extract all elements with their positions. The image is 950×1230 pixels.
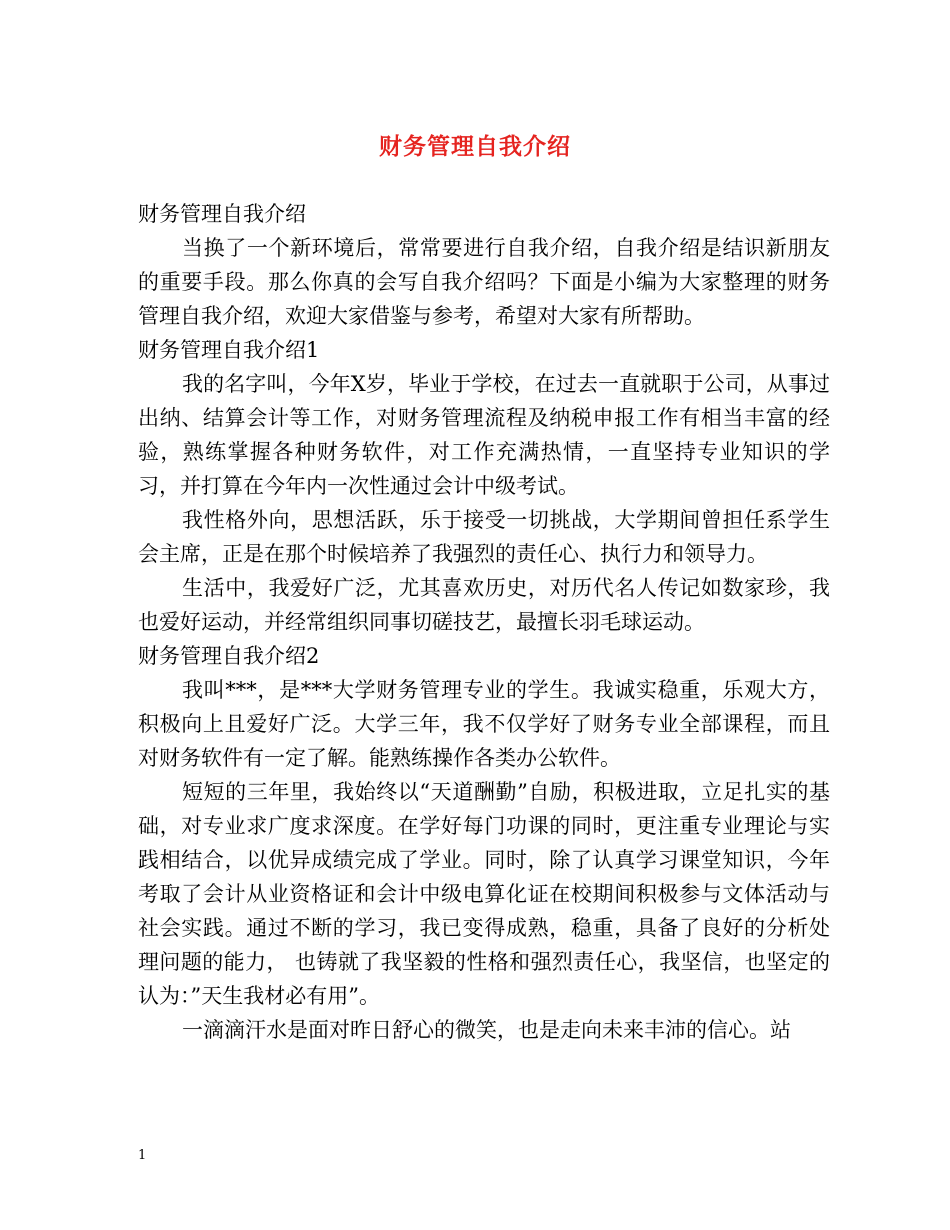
paragraph: 我的名字叫，今年X岁，毕业于学校，在过去一直就职于公司，从事过出纳、结算会计等工作，对财务管理流程及纳税申报工作有相当丰富的经验，熟练掌握各种财务软件，对工作充满热情，一直坚持专业知识的学习，并打算在今年内一次性通过会计中级考试。 — [138, 372, 830, 498]
page-number: 1 — [138, 1148, 147, 1163]
paragraph: 当换了一个新环境后，常常要进行自我介绍，自我介绍是结识新朋友的重要手段。那么你真的会写自我介绍吗？下面是小编为大家整理的财务管理自我介绍，欢迎大家借鉴与参考，希望对大家有所帮助。 — [138, 236, 830, 328]
section-heading: 财务管理自我介绍1 — [138, 338, 320, 362]
paragraph: 短短的三年里，我始终以“天道酬勤”自励，积极进取，立足扎实的基础，对专业求广度求深度。在学好每门功课的同时，更注重专业理论与实践相结合，以优异成绩完成了学业。同时，除了认真学习课堂知识，今年考取了会计从业资格证和会计中级电算化证在校期间积极参与文体活动与社会实践。通过不断的学习，我已变得成熟，稳重，具备了良好的分析处理问题的能力， 也铸就了我坚毅的性格和强烈责任心，我坚信，也坚定的认为：”天生我材必有用”。 — [138, 780, 830, 1008]
document-body — [138, 197, 830, 1047]
paragraph: 我性格外向，思想活跃，乐于接受一切挑战，大学期间曾担任系学生会主席，正是在那个时候培养了我强烈的责任心、执行力和领导力。 — [138, 508, 830, 566]
section-heading: 财务管理自我介绍 — [138, 202, 306, 226]
paragraph: 一滴滴汗水是面对昨日舒心的微笑，也是走向未来丰沛的信心。站 — [182, 1018, 791, 1042]
document-title: 财务管理自我介绍 — [379, 133, 571, 160]
paragraph: 我叫***，是***大学财务管理专业的学生。我诚实稳重，乐观大方，积极向上且爱好广泛。大学三年，我不仅学好了财务专业全部课程，而且对财务软件有一定了解。能熟练操作各类办公软件。 — [138, 678, 830, 770]
section-heading: 财务管理自我介绍2 — [138, 644, 320, 668]
paragraph: 生活中，我爱好广泛，尤其喜欢历史，对历代名人传记如数家珍，我也爱好运动，并经常组织同事切磋技艺，最擅长羽毛球运动。 — [138, 576, 830, 634]
